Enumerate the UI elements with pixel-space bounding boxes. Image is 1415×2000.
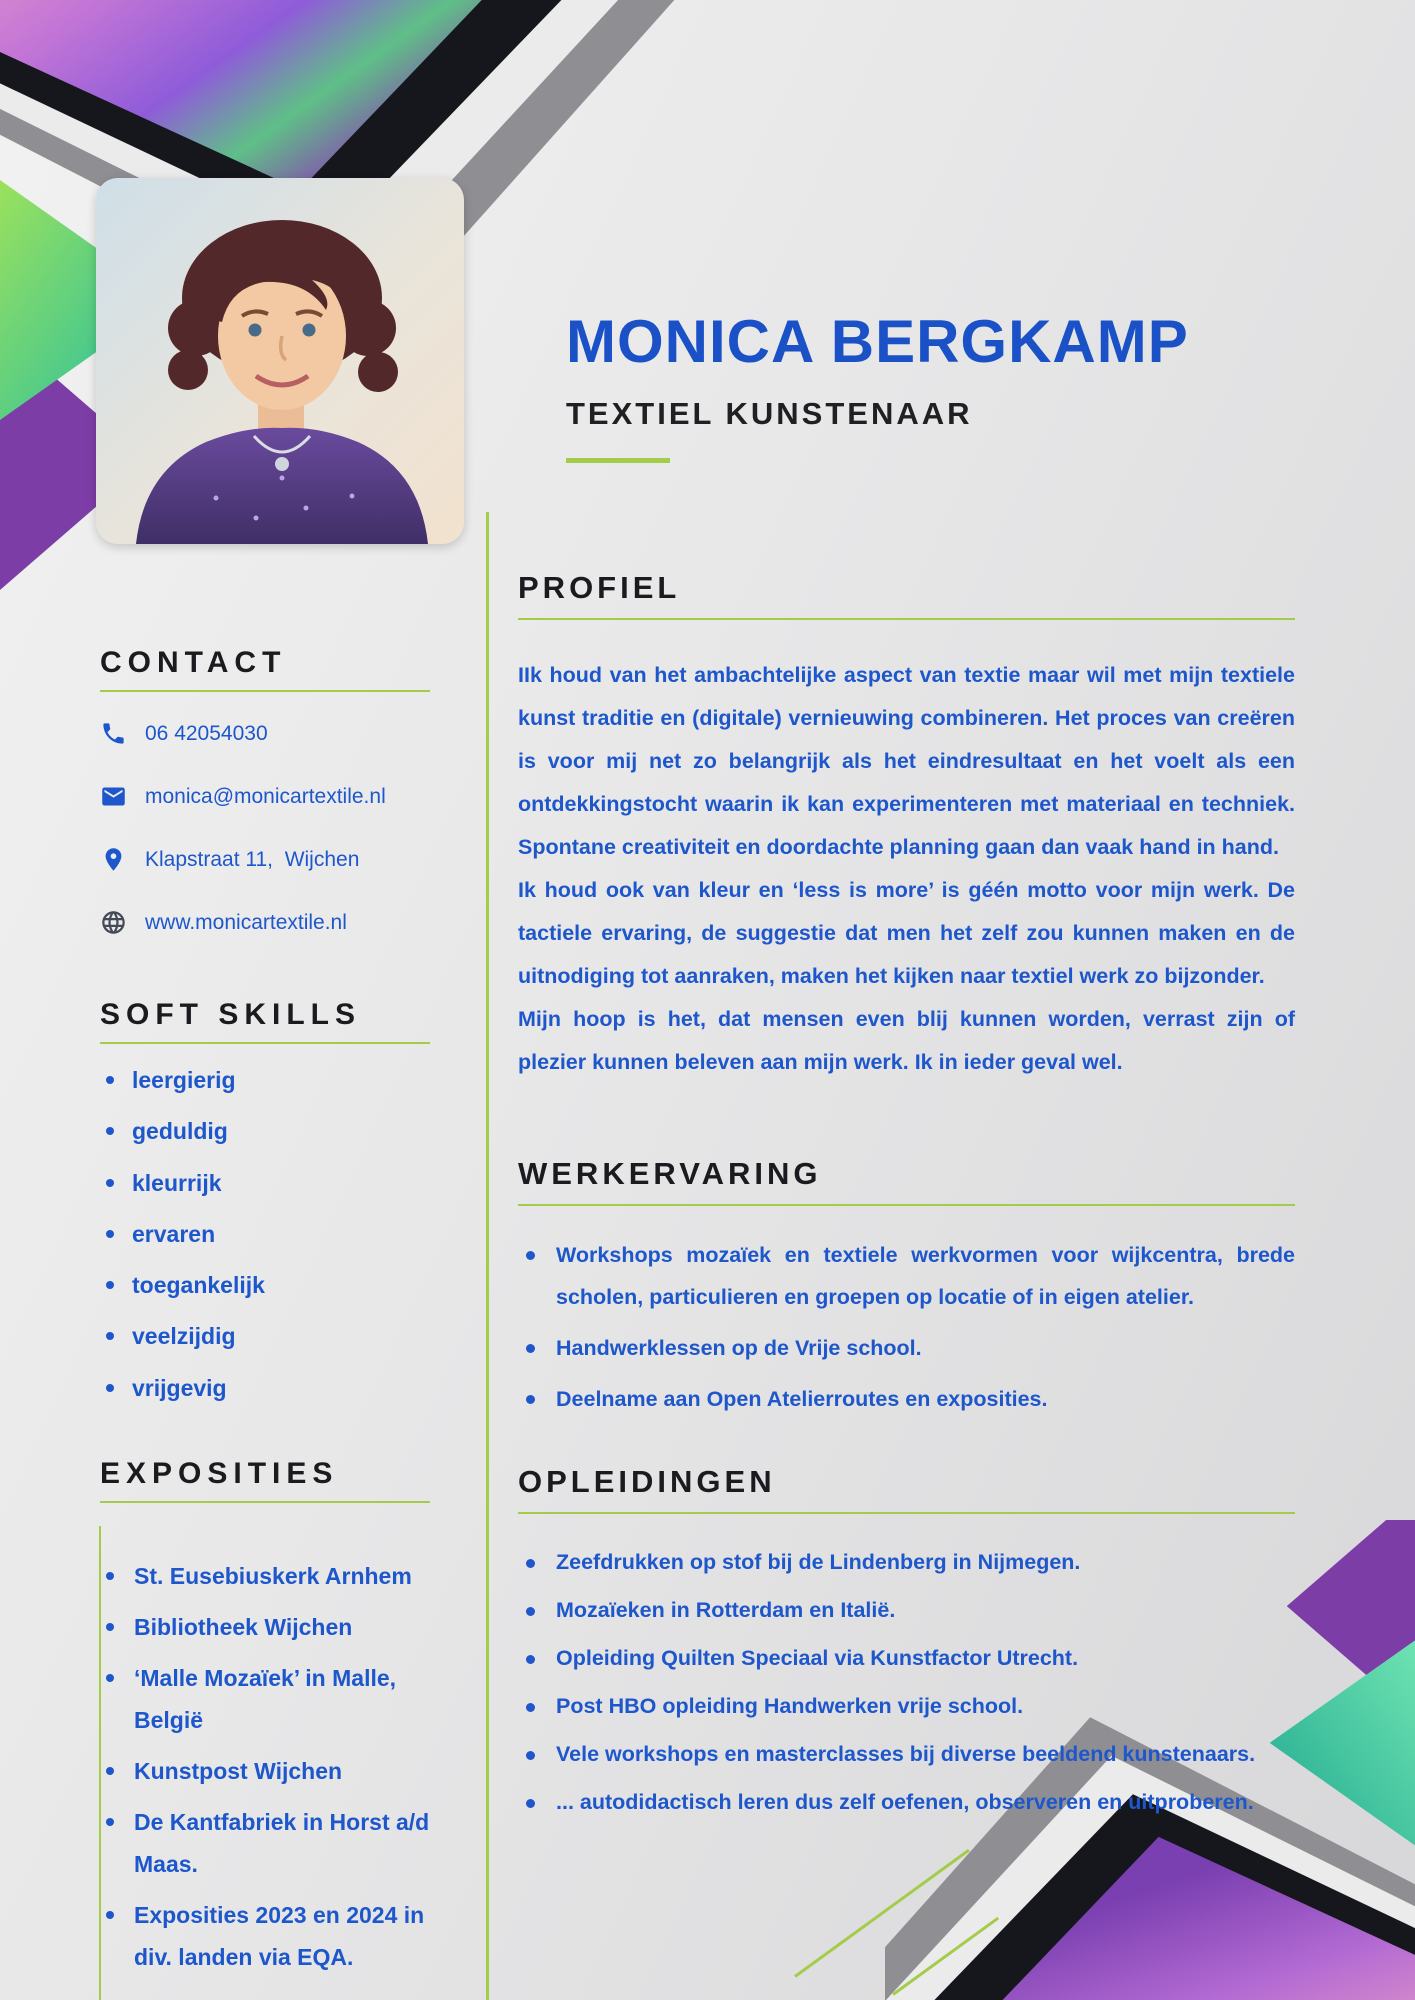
werkervaring-item: Workshops mozaïek en textiele werkvormen voor wijkcentra, brede scholen, particulieren en groepen op locatie of in eigen atelier. <box>518 1234 1295 1318</box>
expositie-item: St. Eusebiuskerk Arnhem <box>100 1555 430 1597</box>
skill-item: vrijgevig <box>100 1376 430 1401</box>
werkervaring-item: Deelname aan Open Atelierroutes en exposities. <box>518 1378 1295 1420</box>
werkervaring-list <box>518 1234 1295 1420</box>
opleidingen-section <box>518 1464 1295 1823</box>
werkervaring-item: Handwerklessen op de Vrije school. <box>518 1327 1295 1369</box>
section-rule <box>100 690 430 692</box>
expositie-item: ‘Malle Mozaïek’ in Malle, België <box>100 1657 430 1741</box>
skill-item: ervaren <box>100 1222 430 1247</box>
section-rule <box>518 1204 1295 1206</box>
mail-icon <box>100 783 127 810</box>
opleiding-item: Vele workshops en masterclasses bij diverse beeldend kunstenaars. <box>518 1734 1295 1775</box>
profiel-paragraph: Ik houd ook van kleur en ‘less is more’ is géén motto voor mijn werk. De tactiele ervaring, de suggestie dat men het zelf zou kunnen maken en de uitnodiging tot aanraken, maken het kijken naar textiel werk zo bijzonder. <box>518 878 1295 988</box>
main-content <box>518 570 1295 1830</box>
opleidingen-list <box>518 1542 1295 1823</box>
contact-address-text: Klapstraat 11, Wijchen <box>145 847 360 871</box>
phone-icon <box>100 720 127 747</box>
job-title: TEXTIEL KUNSTENAAR <box>566 396 973 431</box>
skill-item: geduldig <box>100 1119 430 1144</box>
section-rule <box>518 1512 1295 1514</box>
contact-phone-text: 06 42054030 <box>145 721 268 745</box>
soft-skills-list <box>100 1068 430 1401</box>
contact-list <box>100 720 430 936</box>
werkervaring-section <box>518 1156 1295 1420</box>
header <box>566 308 1189 463</box>
opleiding-item: Mozaïeken in Rotterdam en Italië. <box>518 1590 1295 1631</box>
profiel-heading: PROFIEL <box>518 570 681 605</box>
profile-photo <box>96 178 464 544</box>
opleiding-item: Opleiding Quilten Speciaal via Kunstfactor Utrecht. <box>518 1638 1295 1679</box>
expositie-item: Kunstpost Wijchen <box>100 1750 430 1792</box>
skill-item: kleurrijk <box>100 1171 430 1196</box>
expositie-item: Exposities 2023 en 2024 in div. landen via EQA. <box>100 1894 430 1978</box>
exposities-list <box>100 1555 430 1978</box>
section-rule <box>100 1042 430 1044</box>
exposities-heading: EXPOSITIES <box>100 1457 339 1491</box>
contact-address-row <box>100 846 430 873</box>
skill-item: leergierig <box>100 1068 430 1093</box>
soft-skills-section <box>100 998 430 1401</box>
person-name: MONICA BERGKAMP <box>566 308 1189 375</box>
contact-phone-row <box>100 720 430 747</box>
section-rule <box>518 618 1295 620</box>
opleiding-item: Zeefdrukken op stof bij de Lindenberg in Nijmegen. <box>518 1542 1295 1583</box>
profiel-paragraph: IIk houd van het ambachtelijke aspect van textie maar wil met mijn textiele kunst traditie en (digitale) vernieuwing combineren. Het proces van creëren is voor mij net zo belangrijk als het eindresultaat en het voelt als een ontdekkingstocht waarin ik kan experimenteren met materiaal en techniek. Spontane creativiteit en doordachte planning gaan dan vaak hand in hand. <box>518 663 1295 859</box>
expositie-item: Bibliotheek Wijchen <box>100 1606 430 1648</box>
skill-item: veelzijdig <box>100 1324 430 1349</box>
soft-skills-heading: SOFT SKILLS <box>100 998 361 1031</box>
contact-email-text: monica@monicartextile.nl <box>145 784 386 808</box>
section-rule <box>100 1501 430 1503</box>
exposities-section <box>100 1457 430 1978</box>
contact-heading: CONTACT <box>100 646 287 679</box>
contact-email-row <box>100 783 430 810</box>
accent-underline <box>566 458 670 463</box>
profiel-paragraph: Mijn hoop is het, dat mensen even blij kunnen worden, verrast zijn of plezier kunnen beleven aan mijn werk. Ik in ieder geval wel. <box>518 1007 1295 1074</box>
contact-website-row <box>100 909 430 936</box>
vertical-divider <box>486 512 489 2000</box>
profiel-paragraphs <box>518 654 1295 1084</box>
opleidingen-heading: OPLEIDINGEN <box>518 1464 776 1499</box>
contact-website-text: www.monicartextile.nl <box>145 910 347 934</box>
skill-item: toegankelijk <box>100 1273 430 1298</box>
opleiding-item: ... autodidactisch leren dus zelf oefenen, observeren en uitproberen. <box>518 1782 1295 1823</box>
contact-section <box>100 646 430 936</box>
profiel-section <box>518 570 1295 1084</box>
werkervaring-heading: WERKERVARING <box>518 1156 822 1191</box>
globe-icon <box>100 909 127 936</box>
location-icon <box>100 846 127 873</box>
opleiding-item: Post HBO opleiding Handwerken vrije school. <box>518 1686 1295 1727</box>
expositie-item: De Kantfabriek in Horst a/d Maas. <box>100 1801 430 1885</box>
sidebar <box>100 646 430 1987</box>
portrait-illustration <box>96 178 464 544</box>
